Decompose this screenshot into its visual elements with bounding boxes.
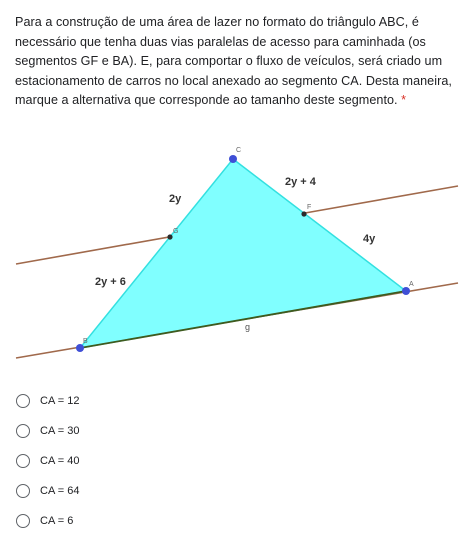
label-g: G (173, 228, 179, 235)
label-a: A (409, 281, 414, 288)
required-marker: * (401, 93, 407, 108)
option-2[interactable] (16, 416, 416, 446)
radio-button-icon[interactable] (16, 484, 30, 498)
vertex-a (402, 287, 410, 295)
option-1[interactable] (16, 386, 416, 416)
label-c: C (236, 147, 242, 154)
option-label: CA = 30 (40, 425, 80, 437)
question-text (15, 13, 455, 111)
question-line-1: Para a construção de uma área de lazer no formato do triângulo ABC, é (15, 15, 419, 29)
radio-button-icon[interactable] (16, 454, 30, 468)
radio-button-icon[interactable] (16, 424, 30, 438)
point-f (301, 211, 306, 216)
segment-label-gb: 2y + 6 (95, 276, 126, 288)
answer-options (16, 386, 416, 536)
question-line-5 (15, 91, 455, 111)
radio-button-icon[interactable] (16, 514, 30, 528)
option-label: CA = 64 (40, 485, 80, 497)
option-label: CA = 6 (40, 515, 74, 527)
option-label: CA = 40 (40, 455, 80, 467)
option-4[interactable] (16, 476, 416, 506)
vertex-b (76, 344, 84, 352)
segment-label-ba: g (245, 322, 251, 332)
question-line-3: segmentos GF e BA). E, para comportar o fluxo de veículos, será criado um (15, 54, 443, 69)
segment-label-fa: 4y (363, 233, 376, 245)
label-b: B (83, 338, 88, 345)
point-g (167, 234, 172, 239)
triangle-figure (0, 140, 463, 365)
radio-button-icon[interactable] (16, 394, 30, 408)
question-line-5-text: marque a alternativa que corresponde ao tamanho deste segmento. (15, 93, 398, 108)
question-line-2: necessário que tenha duas vias paralelas de acesso para caminhada (os (15, 34, 426, 49)
segment-label-cf: 2y + 4 (285, 176, 316, 188)
vertex-c (229, 155, 237, 163)
option-label: CA = 12 (40, 395, 80, 407)
segment-label-cg: 2y (169, 193, 182, 205)
option-5[interactable] (16, 506, 416, 536)
label-f: F (307, 204, 312, 211)
question-line-4: estacionamento de carros no local anexado ao segmento CA. Desta maneira, (15, 73, 452, 88)
option-3[interactable] (16, 446, 416, 476)
